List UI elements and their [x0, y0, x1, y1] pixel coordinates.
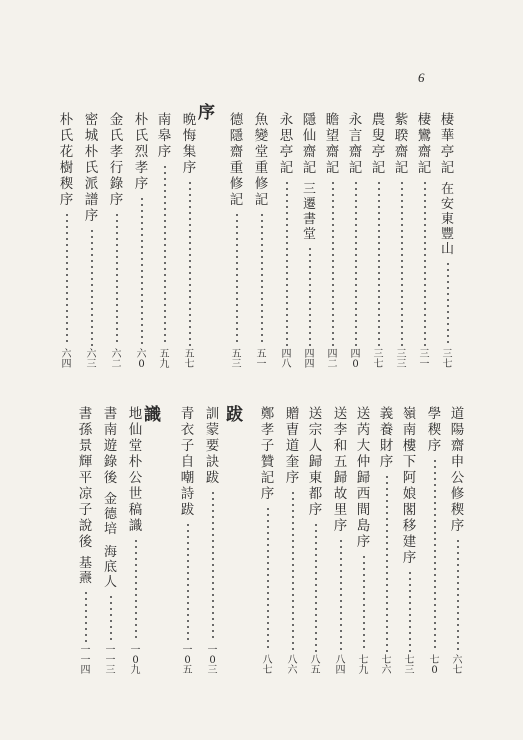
toc-entry[interactable] — [109, 112, 124, 370]
dot-leader — [355, 180, 357, 346]
dot-leader — [135, 538, 137, 642]
toc-entry-title: 晩 悔 集 序 — [182, 112, 197, 176]
toc-entry-page: 八 六 — [287, 655, 298, 676]
toc-entry-page: 七 0 — [429, 655, 440, 676]
dot-leader — [363, 554, 365, 652]
toc-entry-page: 五 七 — [184, 349, 195, 370]
toc-entry-page: 七 三 — [404, 655, 415, 676]
toc-entry-page: 六 0 — [136, 349, 147, 370]
toc-entry-title: 鄭 孝 子 贊 記 序 — [260, 406, 275, 502]
toc-entry-author: 在 安 東 豐 山 — [440, 182, 454, 257]
toc-entry[interactable] — [427, 406, 442, 676]
toc-entry[interactable] — [180, 406, 195, 676]
toc-entry-page: 六 四 — [61, 349, 72, 370]
toc-entry[interactable] — [402, 406, 417, 676]
toc-entry-page: 三 三 — [396, 349, 407, 370]
dot-leader — [267, 506, 269, 652]
toc-entry[interactable] — [417, 112, 432, 370]
toc-entry-page: 一 0 五 — [182, 645, 193, 676]
dot-leader — [141, 196, 143, 346]
toc-entry-title: 密 城 朴 氏 派 譜 序 — [84, 112, 99, 224]
dot-leader — [378, 180, 380, 346]
toc-entry[interactable] — [333, 406, 348, 676]
toc-entry[interactable] — [78, 406, 93, 676]
toc-entry-title: 書 南 遊 錄 後 — [103, 406, 118, 486]
dot-leader — [91, 228, 93, 346]
toc-entry[interactable] — [134, 112, 149, 370]
toc-entry[interactable] — [103, 406, 118, 676]
toc-entry-page: 四 八 — [281, 349, 292, 370]
toc-entry-title: 送 李 和 五 歸 故 里 序 — [333, 406, 348, 534]
toc-entry-title: 地 仙 堂 朴 公 世 稿 識 — [128, 406, 143, 534]
dot-leader — [261, 212, 263, 346]
toc-entry-title: 紫 聧 齋 記 — [394, 112, 409, 176]
dot-leader — [187, 522, 189, 642]
toc-entry-title: 嶺 南 樓 下 阿 娘 閣 移 建 序 — [402, 406, 417, 566]
toc-entry[interactable] — [285, 406, 300, 676]
toc-entry[interactable] — [394, 112, 409, 370]
section-heading-note: 識 — [144, 405, 161, 425]
toc-entry-title: 金 氏 孝 行 錄 序 — [109, 112, 124, 208]
toc-entry-title: 學 稧 序 — [427, 406, 442, 454]
dot-leader — [236, 212, 238, 346]
dot-leader — [292, 490, 294, 652]
toc-entry-page: 四 四 — [304, 349, 315, 370]
toc-entry-title: 南 皋 序 — [157, 112, 172, 160]
toc-entry-title: 朴 氏 花 樹 稧 序 — [59, 112, 74, 208]
toc-entry[interactable] — [128, 406, 143, 676]
toc-entry-page: 四 0 — [350, 349, 361, 370]
toc-entry-page: 六 二 — [111, 349, 122, 370]
toc-entry-page: 三 七 — [373, 349, 384, 370]
toc-entry-page: 六 三 — [86, 349, 97, 370]
toc-entry[interactable] — [84, 112, 99, 370]
toc-entry-page: 三 七 — [442, 349, 453, 370]
dot-leader — [164, 164, 166, 346]
toc-entry-title: 瞻 望 齋 記 — [325, 112, 340, 176]
toc-entry[interactable] — [260, 406, 275, 676]
toc-entry-page: 六 七 — [452, 655, 463, 676]
dot-leader — [386, 474, 388, 652]
toc-entry-title: 朴 氏 烈 孝 序 — [134, 112, 149, 192]
toc-entry-page: 五 三 — [231, 349, 242, 370]
toc-entry-page: 八 五 — [310, 655, 321, 676]
toc-entry[interactable] — [450, 406, 465, 676]
dot-leader — [447, 261, 449, 346]
toc-entry-page: 五 一 — [256, 349, 267, 370]
toc-entry-title: 書 孫 景 輝 平 凉 子 說 後 — [78, 406, 93, 550]
toc-entry-page: 五 九 — [159, 349, 170, 370]
toc-entry[interactable] — [356, 406, 371, 676]
toc-entry-title: 送 芮 大 仲 歸 西 間 島 序 — [356, 406, 371, 550]
toc-entry-title: 棲 華 亭 記 — [440, 112, 455, 176]
section-heading-preface: 序 — [198, 103, 215, 123]
toc-entry-title: 青 衣 子 自 嘲 詩 跋 — [180, 406, 195, 518]
toc-entry-author: 金 德 培 海 底 人 — [103, 492, 117, 590]
toc-entry[interactable] — [379, 406, 394, 676]
toc-entry[interactable] — [302, 112, 317, 370]
dot-leader — [332, 180, 334, 346]
dot-leader — [315, 522, 317, 652]
toc-entry-title: 永 思 亭 記 — [279, 112, 294, 176]
dot-leader — [286, 180, 288, 346]
toc-entry-title: 贈 曺 道 奎 序 — [285, 406, 300, 486]
toc-entry-title: 義 養 財 序 — [379, 406, 394, 470]
toc-entry[interactable] — [254, 112, 269, 370]
section-heading-postface: 跋 — [226, 405, 243, 425]
toc-entry-page: 八 四 — [335, 655, 346, 676]
toc-entry-page: 八 七 — [262, 655, 273, 676]
toc-entry-title: 隱 仙 齋 記 — [302, 112, 317, 176]
toc-entry[interactable] — [440, 112, 455, 370]
page-number: 6 — [418, 70, 425, 85]
toc-entry[interactable] — [348, 112, 363, 370]
toc-entry[interactable] — [157, 112, 172, 370]
dot-leader — [309, 246, 311, 346]
toc-entry-page: 七 九 — [358, 655, 369, 676]
dot-leader — [189, 180, 191, 346]
toc-entry-page: 一 0 三 — [207, 645, 218, 676]
dot-leader — [434, 458, 436, 652]
toc-entry-page: 一 一 四 — [80, 645, 91, 676]
toc-entry-page: 三 一 — [419, 349, 430, 370]
toc-entry-page: 七 六 — [381, 655, 392, 676]
toc-entry-title: 永 言 齋 記 — [348, 112, 363, 176]
dot-leader — [409, 570, 411, 652]
toc-entry-title: 棲 鸞 齋 記 — [417, 112, 432, 176]
toc-entry-page: 一 0 九 — [130, 645, 141, 676]
toc-entry[interactable] — [229, 112, 244, 370]
toc-entry-author: 三 遷 書 堂 — [302, 182, 316, 242]
dot-leader — [212, 490, 214, 642]
toc-entry-title: 送 宗 人 歸 東 都 序 — [308, 406, 323, 518]
toc-entry-title: 德 隱 齋 重 修 記 — [229, 112, 244, 208]
dot-leader — [66, 212, 68, 346]
toc-entry-page: 一 一 三 — [105, 645, 116, 676]
toc-entry[interactable] — [325, 112, 340, 370]
dot-leader — [457, 538, 459, 652]
toc-entry-page: 四 二 — [327, 349, 338, 370]
dot-leader — [110, 594, 112, 642]
toc-entry-title: 魚 變 堂 重 修 記 — [254, 112, 269, 208]
dot-leader — [424, 180, 426, 346]
toc-entry[interactable] — [59, 112, 74, 370]
toc-entry[interactable] — [182, 112, 197, 370]
toc-entry-title: 農 叟 亭 記 — [371, 112, 386, 176]
toc-entry[interactable] — [308, 406, 323, 676]
toc-entry[interactable] — [205, 406, 220, 676]
dot-leader — [340, 538, 342, 652]
toc-entry-title: 訓 蒙 要 訣 跋 — [205, 406, 220, 486]
toc-entry-title: 道 陽 齋 申 公 修 稧 序 — [450, 406, 465, 534]
dot-leader — [401, 180, 403, 346]
toc-entry[interactable] — [279, 112, 294, 370]
dot-leader — [116, 212, 118, 346]
toc-entry-author: 基 燾 — [78, 556, 92, 586]
dot-leader — [85, 590, 87, 642]
toc-entry[interactable] — [371, 112, 386, 370]
